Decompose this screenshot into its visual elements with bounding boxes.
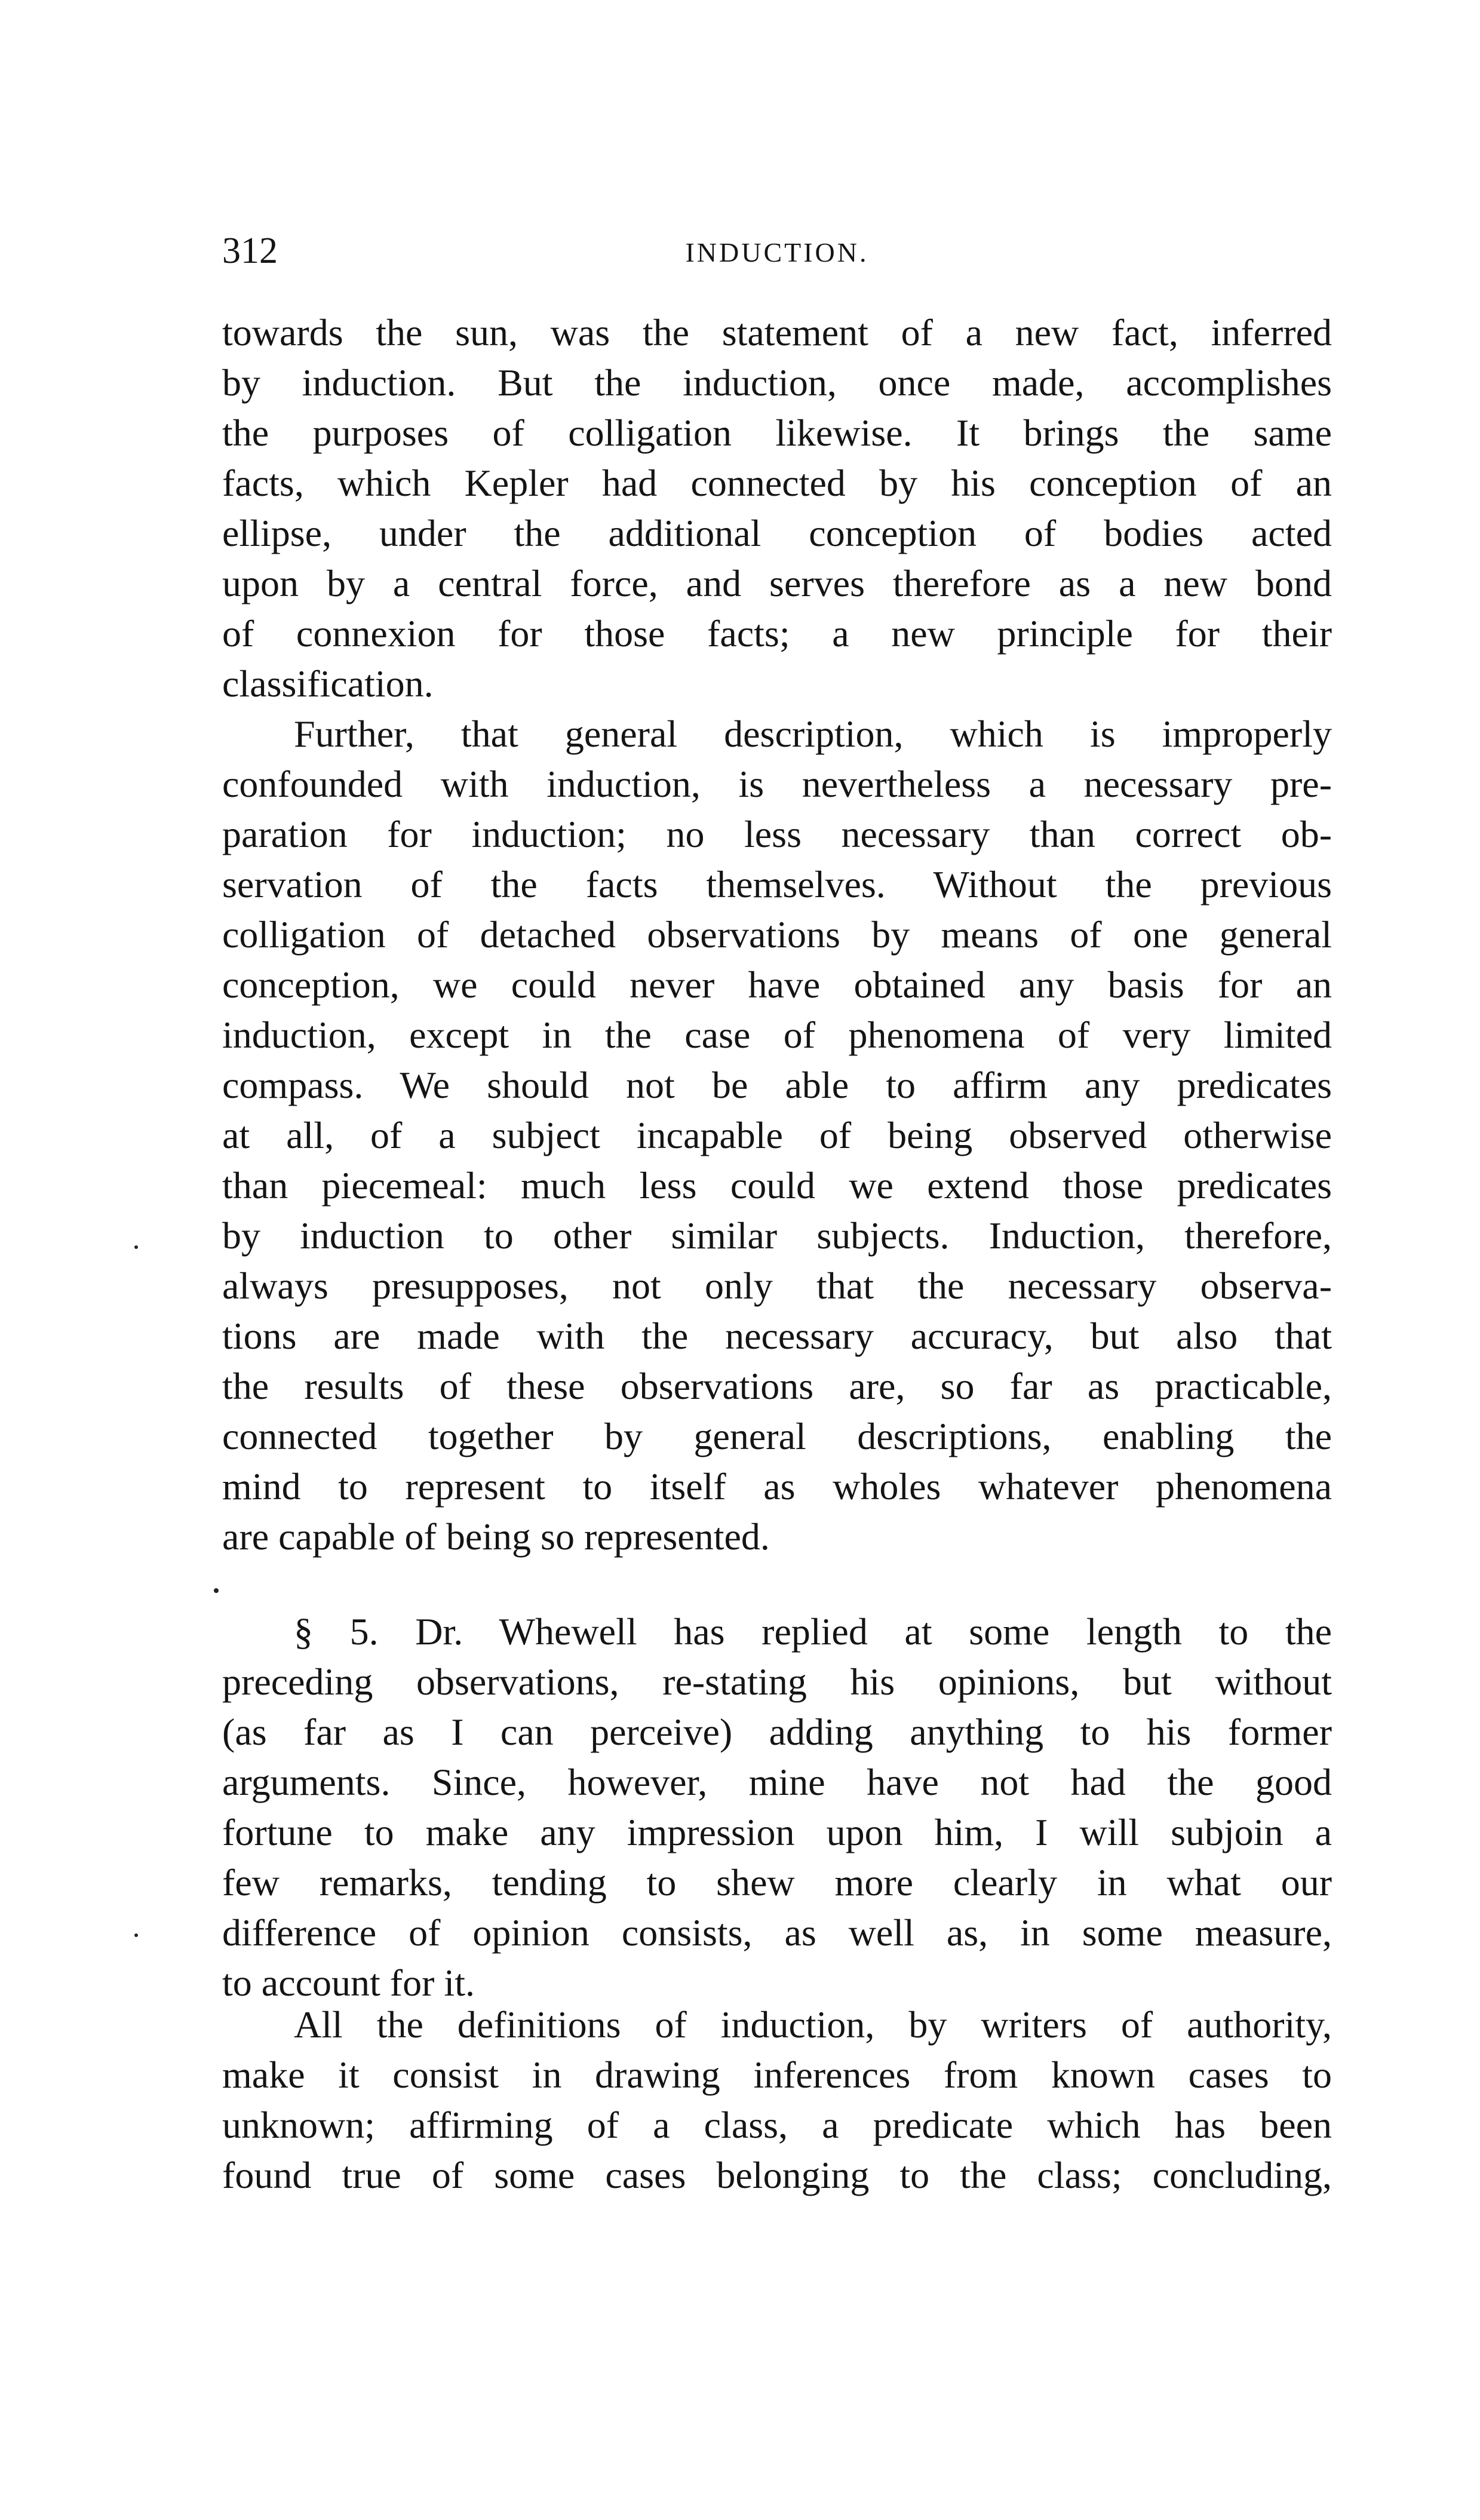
print-speck (214, 1588, 219, 1593)
text-line: classification. (222, 662, 434, 705)
text-line: at all, of a subject incapable of being observed otherwise (222, 1114, 1332, 1156)
text-line: the purposes of colligation likewise. It brings the same (222, 412, 1332, 454)
running-title: INDUCTION. (685, 237, 869, 268)
text-line: always presupposes, not only that the necessary observa- (222, 1264, 1332, 1307)
text-line: colligation of detached observations by means of one general (222, 913, 1332, 956)
text-line: paration for induction; no less necessary than correct ob- (222, 813, 1332, 855)
text-line: conception, we could never have obtained any basis for an (222, 963, 1332, 1006)
page-number: 312 (222, 231, 278, 271)
text-line: make it consist in drawing inferences from known cases to (222, 2054, 1332, 2096)
text-line: preceding observations, re-stating his opinions, but without (222, 1660, 1332, 1703)
text-line: ellipse, under the additional conception of bodies acted (222, 512, 1332, 554)
text-line: unknown; affirming of a class, a predicate which has been (222, 2104, 1332, 2146)
text-line: the results of these observations are, so far as practicable, (222, 1365, 1332, 1407)
text-line: towards the sun, was the statement of a new fact, inferred (222, 311, 1332, 354)
text-line: (as far as I can perceive) adding anything to his former (222, 1711, 1332, 1753)
text-line: to account for it. (222, 1962, 475, 2004)
section-5-opening-line: § 5. Dr. Whewell has replied at some length to the (294, 1610, 1332, 1653)
text-line: are capable of being so represented. (222, 1515, 770, 1558)
paragraph-definitions (222, 2000, 1332, 2200)
text-line: of connexion for those facts; a new principle for their (222, 612, 1332, 655)
paragraph-further (222, 709, 1332, 1562)
print-speck (134, 1245, 138, 1249)
text-line: fortune to make any impression upon him, I will subjoin a (222, 1811, 1332, 1853)
text-line: upon by a central force, and serves therefore as a new bond (222, 562, 1332, 604)
text-line: than piecemeal: much less could we extend those predicates (222, 1164, 1332, 1207)
text-line: by induction. But the induction, once made, accomplishes (222, 361, 1332, 404)
text-line: tions are made with the necessary accuracy, but also that (222, 1315, 1332, 1357)
text-line: mind to represent to itself as wholes whatever phenomena (222, 1465, 1332, 1508)
paragraph-section-5 (222, 1607, 1332, 2008)
text-line: All the definitions of induction, by writers of authority, (294, 2003, 1332, 2046)
text-line: induction, except in the case of phenomena of very limited (222, 1014, 1332, 1056)
text-line: found true of some cases belonging to the class; concluding, (222, 2154, 1332, 2196)
text-line: compass. We should not be able to affirm any predicates (222, 1064, 1332, 1106)
text-line: servation of the facts themselves. Without the previous (222, 863, 1332, 906)
text-line: connected together by general descriptions, enabling the (222, 1415, 1332, 1457)
text-line: facts, which Kepler had connected by his conception of an (222, 462, 1332, 504)
text-line: few remarks, tending to shew more clearly in what our (222, 1861, 1332, 1904)
paragraph-continuation (222, 308, 1332, 709)
text-line: confounded with induction, is nevertheless a necessary pre- (222, 763, 1332, 805)
running-head (222, 227, 1332, 275)
text-line: arguments. Since, however, mine have not had the good (222, 1761, 1332, 1803)
text-line: Further, that general description, which is improperly (294, 713, 1332, 755)
text-line: difference of opinion consists, as well as, in some measure, (222, 1911, 1332, 1954)
text-line: by induction to other similar subjects. Induction, therefore, (222, 1214, 1332, 1257)
print-speck (134, 1933, 138, 1937)
